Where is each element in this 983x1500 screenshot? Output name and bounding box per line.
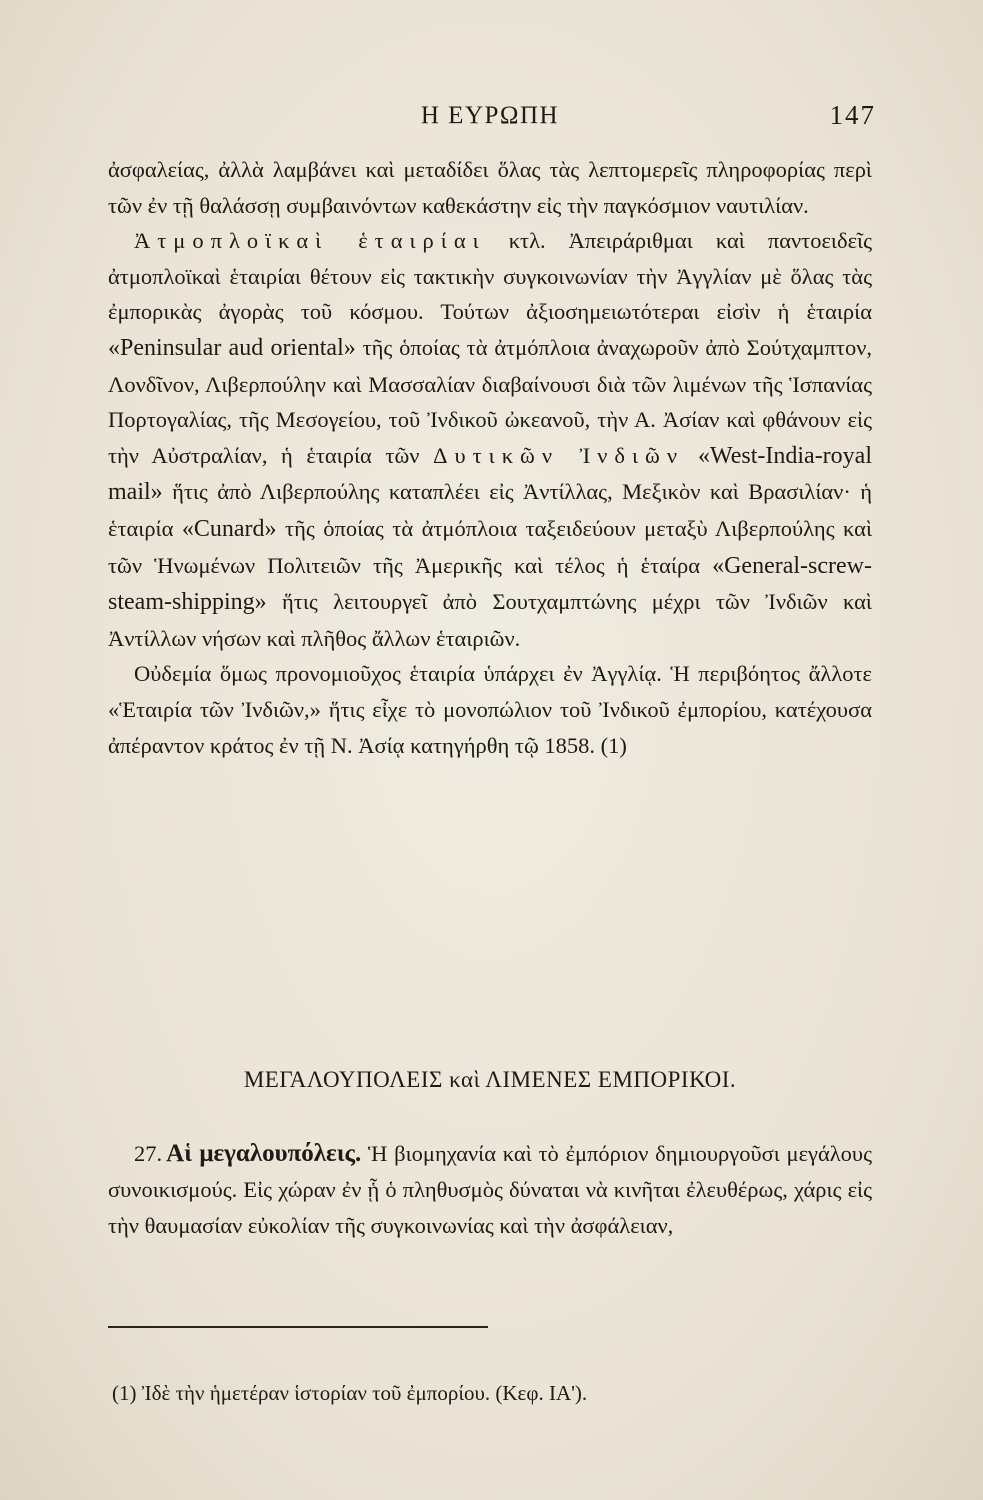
spaced-term-west-indies: Δυτικῶν Ἰνδιῶν [433, 442, 685, 468]
footnote-rule [108, 1326, 488, 1328]
paragraph-steamship-companies [108, 223, 872, 656]
text-run: ἥτις ἀπὸ Λιβερπούλης καταπλέει εἰς Ἀντίλλας, Μεξικὸν καὶ Βρασιλίαν· ἡ ἑταιρία [108, 479, 872, 541]
text-run: τῆς ὁποίας τὰ ἀτμόπλοια ταξειδεύουν μεταξὺ Λιβερπούλης καὶ τῶν Ἡνωμένων Πολιτειῶν τῆς Ἀμερικῆς καὶ τέλος ἡ ἑταίρα [108, 515, 873, 578]
section-27 [108, 1136, 872, 1244]
company-name-general-screw: «General-screw-steam-shipping» [108, 552, 872, 616]
page-number: 147 [829, 100, 876, 130]
company-name-cunard: «Cunard» [181, 515, 277, 542]
footnote: (1) Ἰδὲ τὴν ἡμετέραν ἱστορίαν τοῦ ἐμπορίου. (Κεφ. ΙΑ'). [112, 1381, 588, 1405]
section-paragraph [108, 1136, 872, 1244]
section-number: 27. [134, 1141, 163, 1166]
text-run: ἥτις λειτουργεῖ ἀπὸ Σουτχαμπτώνης μέχρι τῶν Ἰνδιῶν καὶ Ἀντίλλων νήσων καὶ πλῆθος ἄλλων ἑταιριῶν. [108, 589, 872, 651]
text-run: τῆς ὁποίας τὰ ἀτμόπλοια ἀναχωροῦν ἀπὸ Σούτχαμπτον, Λονδῖνον, Λιβερπούλην καὶ Μασσαλίαν διαβαίνουσι διὰ τῶν λιμένων τῆς Ἱσπανίας Πορτογαλίας, τῆς Μεσογείου, τοῦ Ἰνδικοῦ ὠκεανοῦ, τὴν Α. Ἀσίαν καὶ φθάνουν εἰς τὴν Αὐστραλίαν, ἡ ἑταιρία τῶν [108, 334, 872, 468]
running-title: Η ΕΥΡΩΠΗ [420, 102, 560, 129]
paragraph-east-india-company: Οὐδεμία ὅμως προνομιοῦχος ἑταιρία ὑπάρχει ἐν Ἀγγλίᾳ. Ἡ περιβόητος ἄλλοτε «Ἑταιρία τῶν Ἰνδιῶν,» ἥτις εἶχε τὸ μονοπώλιον τοῦ Ἰνδικοῦ ἐμπορίου, κατέχουσα ἀπέραντον κράτος ἐν τῇ Ν. Ἀσίᾳ κατηγήρθη τῷ 1858. (1) [108, 661, 872, 758]
company-name-peninsular: «Peninsular aud oriental» [108, 334, 356, 361]
company-name-west-india: «West-India-royal mail» [108, 442, 872, 506]
page-header [104, 100, 876, 140]
section-heading: ΜΕΓΑΛΟΥΠΟΛΕΙΣ καὶ ΛΙΜΕΝΕΣ ΕΜΠΟΡΙΚΟΙ. [243, 1067, 737, 1092]
text-run: κτλ. Ἀπειράριθμαι καὶ παντοειδεῖς ἀτμοπλοϊκαὶ ἑταιρίαι θέτουν εἰς τακτικὴν συγκοινωνίαν τὴν Ἀγγλίαν μὲ ὅλας τὰς ἐμπορικὰς ἀγορὰς τοῦ κόσμου. Τούτων ἀξιοσημειωτότεραι εἰσὶν ἡ ἑταιρία [108, 228, 872, 325]
spaced-lead-term: Ἀτμοπλοϊκαὶ ἑταιρίαι [134, 228, 486, 254]
section-keyword: Αἱ μεγαλουπόλεις. [166, 1140, 362, 1167]
section-text: Ἡ βιομηχανία καὶ τὸ ἐμπόριον δημιουργοῦσι μεγάλους συνοικισμούς. Εἰς χώραν ἐν ᾗ ὁ πληθυσμὸς δύναται νὰ κινῆται ἐλευθέρως, χάρις εἰς τὴν θαυμασίαν εὐκολίαν τῆς συγκοινωνίας καὶ τὴν ἀσφάλειαν, [108, 1141, 872, 1238]
paragraph-continuation: ἀσφαλείας, ἀλλὰ λαμβάνει καὶ μεταδίδει ὅλας τὰς λεπτομερεῖς πληροφορίας περὶ τῶν ἐν τῇ θαλάσσῃ συμβαινόντων καθεκάστην εἰς τὴν παγκόσμιον ναυτιλίαν. [108, 157, 872, 218]
main-text [108, 152, 872, 763]
